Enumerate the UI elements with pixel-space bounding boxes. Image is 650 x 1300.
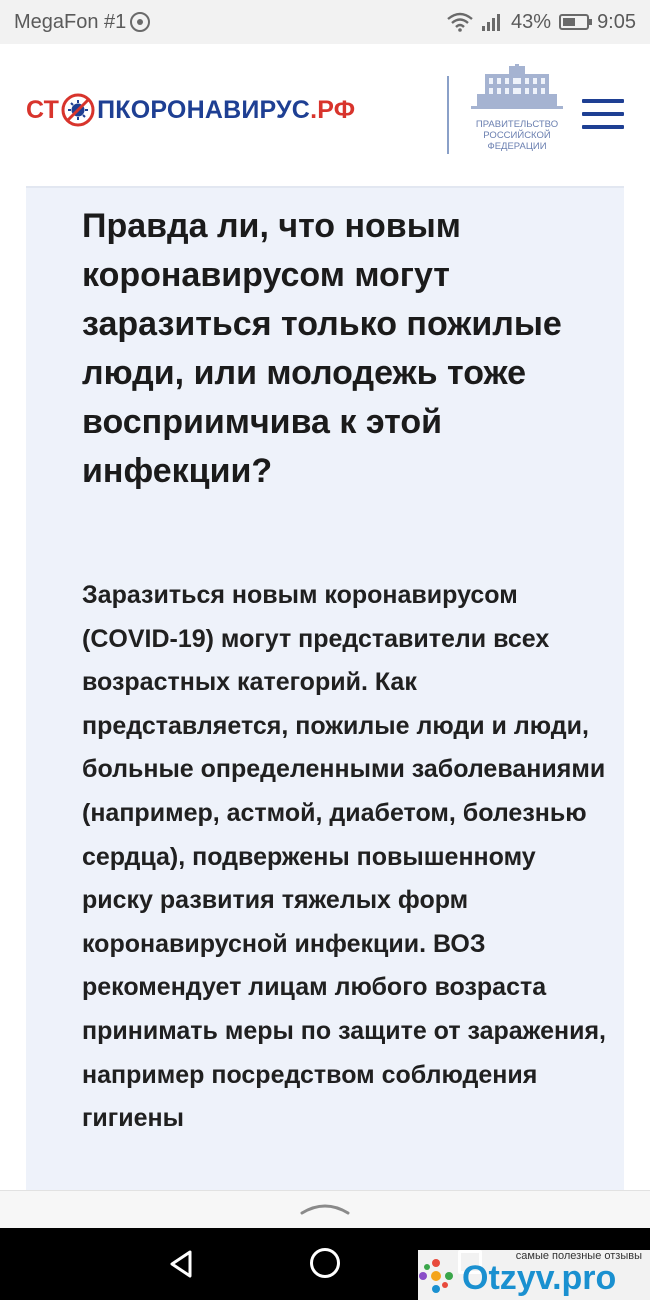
menu-bar-bottom xyxy=(582,125,624,129)
menu-bar-middle xyxy=(582,112,624,116)
logo-domain: .РФ xyxy=(310,95,356,124)
faq-answer: Заразиться новым коронавирусом (COVID-19) могут представители всех возрастных категорий. Как представляется, пожилые люди и люди, больные определенными заболеваниями (например, астмой, диабетом, болезнью сердца), подвержены повышенному риску развития тяжелых форм коронавирусной инфекции. ВОЗ рекомендует лицам любого возраста принимать меры по защите от заражения, например посредством соблюдения гигиены xyxy=(82,581,606,1133)
watermark xyxy=(418,1250,650,1300)
home-icon[interactable] xyxy=(310,1248,340,1278)
watermark-brand: Otzyv.pro xyxy=(462,1259,617,1297)
battery-percent: 43% xyxy=(511,10,552,33)
signal-icon xyxy=(481,12,503,32)
government-building-icon xyxy=(471,64,563,110)
chevron-up-icon[interactable] xyxy=(298,1197,352,1217)
logo-part-left: СТ xyxy=(26,95,60,124)
clock: 9:05 xyxy=(597,10,636,33)
status-bar xyxy=(0,0,650,44)
status-right xyxy=(447,11,636,34)
menu-bar-top xyxy=(582,99,624,103)
battery-icon xyxy=(559,14,589,30)
carrier-name: MegaFon #1 xyxy=(14,10,127,33)
menu-button[interactable] xyxy=(582,99,624,129)
wifi-icon xyxy=(447,12,473,32)
faq-card xyxy=(26,186,624,1190)
status-left xyxy=(14,11,150,34)
collapse-bar[interactable] xyxy=(0,1190,650,1228)
watermark-tagline: самые полезные отзывы xyxy=(515,1250,642,1262)
government-label: ПРАВИТЕЛЬСТВО РОССИЙСКОЙ ФЕДЕРАЦИИ xyxy=(475,119,559,152)
site-header xyxy=(0,44,650,184)
faq-question: Правда ли, что новым коронавирусом могут заразиться только пожилые люди, или молодежь тоже восприимчива к этой инфекции? xyxy=(82,207,562,490)
whatsapp-icon xyxy=(130,12,150,32)
header-divider xyxy=(447,76,449,154)
logo-part-right: ПКОРОНАВИРУС xyxy=(97,95,311,124)
stop-virus-icon xyxy=(60,92,96,128)
site-logo[interactable] xyxy=(26,92,355,128)
back-icon[interactable] xyxy=(168,1249,194,1279)
government-badge[interactable] xyxy=(462,64,572,152)
watermark-logo-icon xyxy=(418,1258,454,1294)
